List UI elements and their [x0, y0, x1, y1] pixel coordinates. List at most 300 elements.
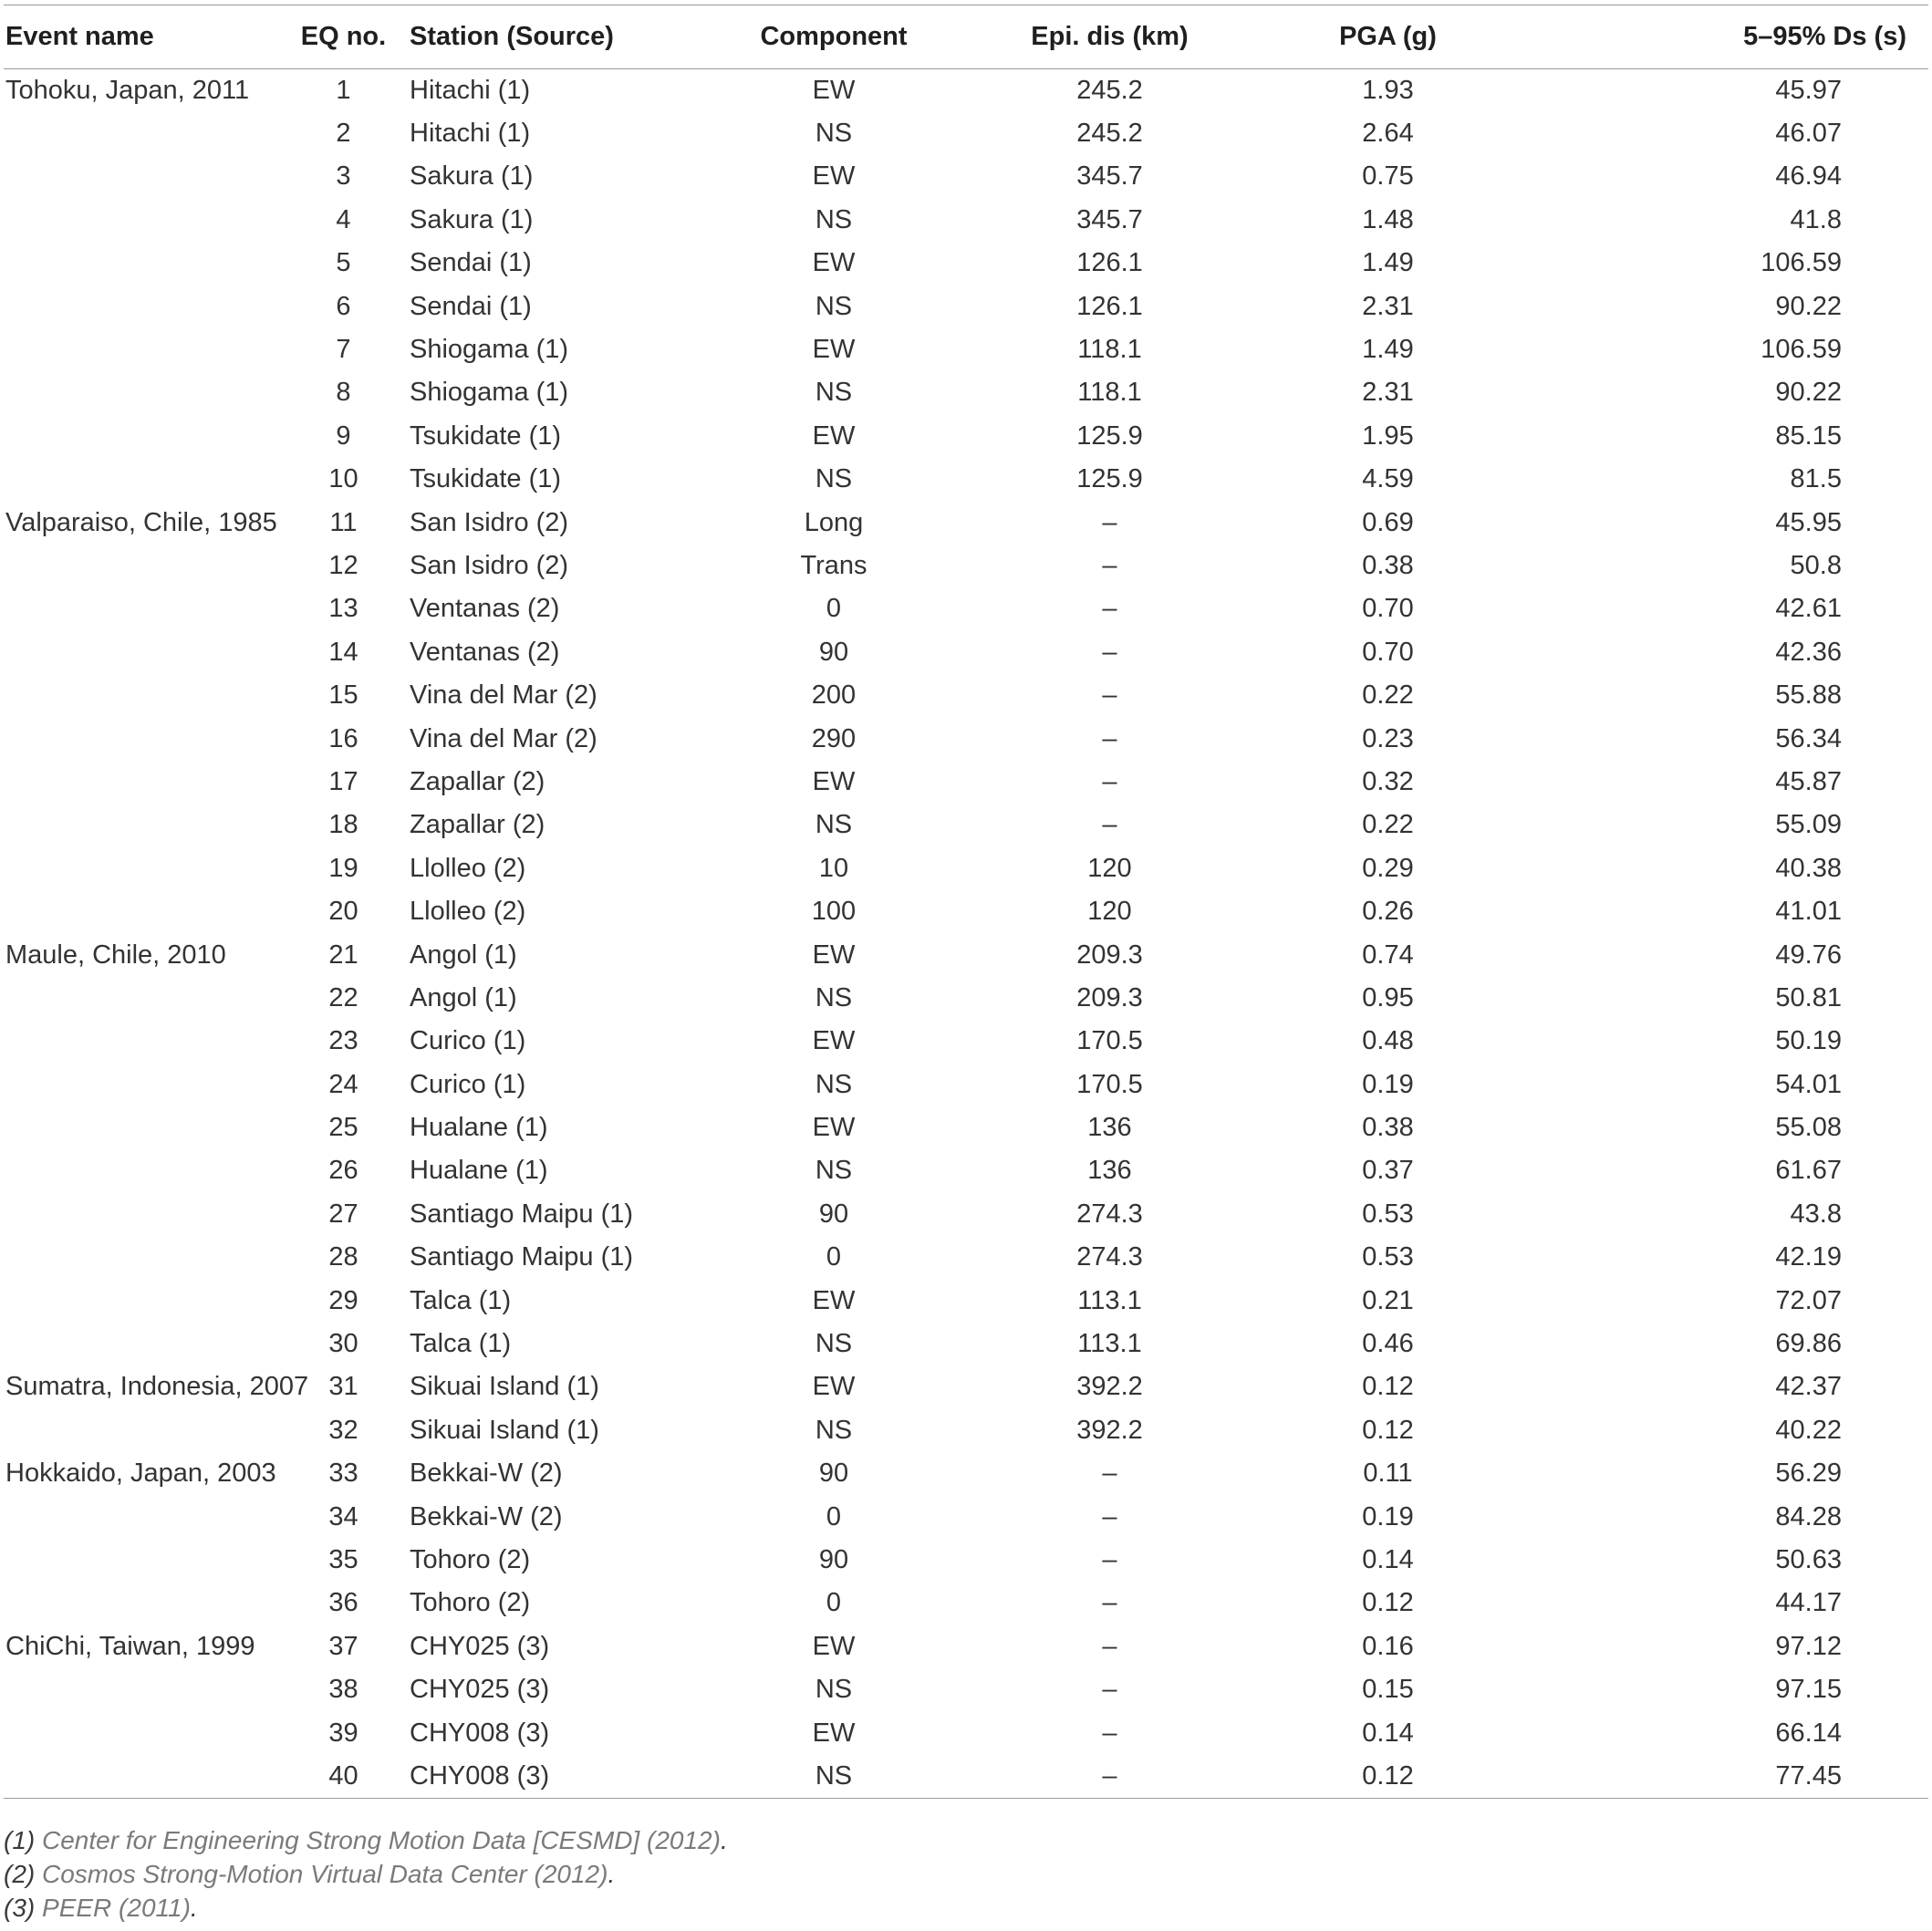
cell-component: NS — [815, 204, 853, 234]
cell-event-name — [4, 847, 277, 890]
cell-component: 90 — [818, 1199, 849, 1229]
cell-eq-no: 20 — [328, 897, 358, 927]
cell-ds: 42.37 — [1775, 1372, 1842, 1402]
cell-epi-dis: 170.5 — [1076, 1069, 1143, 1099]
cell-pga: 0.12 — [1362, 1588, 1414, 1618]
cell-pga: 0.12 — [1362, 1372, 1414, 1402]
table-row — [4, 285, 1928, 327]
header-pga: PGA (g) — [1258, 5, 1518, 69]
cell-epi-dis: 245.2 — [1076, 75, 1143, 105]
cell-ds: 81.5 — [1790, 464, 1842, 494]
cell-eq-no: 38 — [328, 1675, 358, 1705]
footnote-end: . — [608, 1860, 616, 1888]
table-row — [4, 674, 1928, 717]
cell-component: EW — [812, 420, 856, 451]
cell-station: CHY008 (3) — [410, 1755, 706, 1798]
table-row — [4, 1452, 1928, 1495]
cell-station: Shiogama (1) — [410, 378, 569, 408]
cell-component: 200 — [811, 680, 857, 711]
cell-component: EW — [812, 1631, 856, 1661]
cell-epi-dis: – — [1102, 1544, 1117, 1574]
cell-component: 90 — [818, 637, 849, 667]
cell-epi-dis: – — [1102, 766, 1117, 796]
cell-station: Vina del Mar (2) — [410, 723, 597, 753]
cell-component: EW — [812, 940, 856, 970]
cell-station: Curico (1) — [410, 1069, 526, 1099]
cell-eq-no: 14 — [328, 637, 358, 667]
cell-eq-no: 9 — [336, 420, 351, 451]
cell-event-name: Valparaiso, Chile, 1985 — [5, 507, 277, 537]
cell-event-name: Tohoku, Japan, 2011 — [5, 75, 250, 105]
cell-pga: 0.37 — [1362, 1156, 1414, 1186]
footnote-marker: (1) — [4, 1826, 36, 1854]
cell-ds: 49.76 — [1775, 940, 1842, 970]
cell-eq-no: 19 — [328, 853, 358, 883]
table-row — [4, 1106, 1928, 1149]
cell-station: Zapallar (2) — [410, 810, 545, 840]
table-row — [4, 1020, 1928, 1063]
cell-station: Sakura (1) — [410, 161, 534, 192]
table-row — [4, 501, 1928, 544]
cell-ds: 97.12 — [1775, 1631, 1842, 1661]
table-row — [4, 1193, 1928, 1236]
cell-ds: 56.29 — [1775, 1459, 1842, 1489]
cell-station: Sakura (1) — [410, 204, 534, 234]
table-row — [4, 155, 1928, 198]
cell-ds: 77.45 — [1518, 1755, 1928, 1798]
cell-epi-dis: 345.7 — [1076, 204, 1143, 234]
cell-component: Long — [804, 507, 864, 537]
cell-eq-no: 2 — [336, 119, 351, 149]
cell-ds: 46.94 — [1775, 161, 1842, 192]
cell-event-name — [4, 1711, 277, 1754]
footnotes — [4, 1823, 728, 1925]
cell-ds: 90.22 — [1775, 378, 1842, 408]
table-row — [4, 328, 1928, 371]
cell-event-name — [4, 717, 277, 760]
cell-eq-no: 37 — [328, 1631, 358, 1661]
cell-component: 0 — [826, 1242, 842, 1272]
cell-epi-dis: 118.1 — [1077, 378, 1142, 408]
cell-station: Sikuai Island (1) — [410, 1415, 599, 1445]
cell-epi-dis: 392.2 — [1076, 1415, 1143, 1445]
cell-pga: 0.53 — [1362, 1199, 1414, 1229]
cell-eq-no: 18 — [328, 810, 358, 840]
cell-ds: 61.67 — [1775, 1156, 1842, 1186]
cell-pga: 0.16 — [1362, 1631, 1414, 1661]
cell-epi-dis: 120 — [1087, 853, 1132, 883]
cell-ds: 42.61 — [1775, 594, 1842, 624]
cell-eq-no: 22 — [328, 982, 358, 1012]
cell-component: NS — [815, 291, 853, 321]
cell-eq-no: 27 — [328, 1199, 358, 1229]
cell-event-name — [4, 1063, 277, 1106]
footnote-line — [4, 1891, 728, 1925]
table-row — [4, 631, 1928, 674]
cell-pga: 0.95 — [1362, 982, 1414, 1012]
table-row — [4, 545, 1928, 587]
cell-pga: 1.95 — [1362, 420, 1414, 451]
table-row — [4, 933, 1928, 976]
cell-pga: 0.53 — [1362, 1242, 1414, 1272]
table-row — [4, 1149, 1928, 1192]
cell-station: CHY025 (3) — [410, 1675, 550, 1705]
cell-pga: 1.49 — [1362, 335, 1414, 365]
cell-event-name: Sumatra, Indonesia, 2007 — [5, 1372, 309, 1402]
cell-eq-no: 10 — [328, 464, 358, 494]
cell-epi-dis: 345.7 — [1076, 161, 1143, 192]
cell-pga: 0.23 — [1362, 723, 1414, 753]
cell-station: Llolleo (2) — [410, 897, 526, 927]
cell-eq-no: 34 — [328, 1501, 358, 1531]
cell-pga: 4.59 — [1362, 464, 1414, 494]
cell-station: Bekkai-W (2) — [410, 1459, 563, 1489]
cell-component: EW — [812, 1026, 856, 1056]
cell-ds: 106.59 — [1761, 248, 1842, 278]
cell-epi-dis: – — [1102, 594, 1117, 624]
cell-pga: 2.64 — [1362, 119, 1414, 149]
cell-component: NS — [815, 1415, 853, 1445]
cell-station: Sikuai Island (1) — [410, 1372, 599, 1402]
earthquake-records-table — [4, 5, 1928, 1799]
cell-pga: 0.46 — [1362, 1329, 1414, 1359]
cell-epi-dis: – — [1102, 550, 1117, 580]
cell-event-name — [4, 1539, 277, 1582]
cell-ds: 84.28 — [1775, 1501, 1842, 1531]
cell-event-name — [4, 1582, 277, 1625]
cell-component: 290 — [811, 723, 857, 753]
cell-event-name — [4, 285, 277, 327]
cell-component: NS — [706, 1755, 961, 1798]
cell-pga: 0.69 — [1362, 507, 1414, 537]
table-row — [4, 847, 1928, 890]
cell-epi-dis: 274.3 — [1076, 1199, 1143, 1229]
table-row — [4, 804, 1928, 846]
cell-ds: 46.07 — [1775, 119, 1842, 149]
cell-ds: 44.17 — [1775, 1588, 1842, 1618]
table-row — [4, 415, 1928, 458]
cell-event-name — [4, 1236, 277, 1279]
cell-eq-no: 6 — [336, 291, 351, 321]
cell-component: EW — [812, 1718, 856, 1748]
cell-component: EW — [812, 335, 856, 365]
cell-epi-dis: – — [1102, 1675, 1117, 1705]
cell-ds: 50.8 — [1790, 550, 1842, 580]
cell-station: Llolleo (2) — [410, 853, 526, 883]
cell-ds: 41.01 — [1775, 897, 1842, 927]
table-row — [4, 199, 1928, 242]
cell-eq-no: 5 — [336, 248, 351, 278]
cell-eq-no: 32 — [328, 1415, 358, 1445]
cell-component: NS — [815, 1329, 853, 1359]
cell-component: NS — [815, 1069, 853, 1099]
cell-ds: 55.08 — [1775, 1113, 1842, 1143]
cell-epi-dis: 136 — [1087, 1156, 1132, 1186]
cell-pga: 0.14 — [1362, 1718, 1414, 1748]
cell-pga: 0.29 — [1362, 853, 1414, 883]
cell-station: Talca (1) — [410, 1285, 512, 1315]
cell-event-name: Maule, Chile, 2010 — [5, 940, 226, 970]
cell-event-name — [4, 242, 277, 285]
cell-event-name — [4, 112, 277, 155]
cell-ds: 50.81 — [1775, 982, 1842, 1012]
table-row — [4, 1323, 1928, 1365]
cell-component: 90 — [818, 1459, 849, 1489]
cell-component: 0 — [826, 1588, 842, 1618]
cell-station: Hualane (1) — [410, 1156, 548, 1186]
cell-ds: 41.8 — [1790, 204, 1842, 234]
cell-pga: 0.26 — [1362, 897, 1414, 927]
cell-ds: 42.19 — [1775, 1242, 1842, 1272]
cell-eq-no: 40 — [277, 1755, 410, 1798]
cell-epi-dis: 136 — [1087, 1113, 1132, 1143]
cell-epi-dis: – — [1102, 1588, 1117, 1618]
footnote-reference-link[interactable]: PEER (2011) — [42, 1894, 191, 1922]
cell-event-name — [4, 890, 277, 933]
cell-station: Santiago Maipu (1) — [410, 1242, 634, 1272]
cell-ds: 45.97 — [1775, 75, 1842, 105]
cell-epi-dis: 113.1 — [1077, 1329, 1142, 1359]
cell-pga: 0.74 — [1362, 940, 1414, 970]
cell-station: Shiogama (1) — [410, 335, 569, 365]
cell-station: Talca (1) — [410, 1329, 512, 1359]
cell-epi-dis: – — [1102, 810, 1117, 840]
table-row — [4, 890, 1928, 933]
cell-station: San Isidro (2) — [410, 550, 569, 580]
table-row — [4, 761, 1928, 804]
footnote-line — [4, 1823, 728, 1857]
cell-eq-no: 21 — [328, 940, 358, 970]
cell-pga: 0.15 — [1362, 1675, 1414, 1705]
cell-pga: 0.70 — [1362, 637, 1414, 667]
cell-epi-dis: 126.1 — [1076, 248, 1143, 278]
cell-station: CHY008 (3) — [410, 1718, 550, 1748]
cell-pga: 0.21 — [1362, 1285, 1414, 1315]
table-row — [4, 69, 1928, 112]
cell-station: Zapallar (2) — [410, 766, 545, 796]
cell-event-name — [4, 1323, 277, 1365]
cell-event-name — [4, 587, 277, 630]
cell-ds: 72.07 — [1775, 1285, 1842, 1315]
cell-station: CHY025 (3) — [410, 1631, 550, 1661]
cell-station: Hitachi (1) — [410, 75, 531, 105]
cell-ds: 42.36 — [1775, 637, 1842, 667]
cell-component: NS — [815, 810, 853, 840]
cell-epi-dis: 245.2 — [1076, 119, 1143, 149]
footnote-marker: (2) — [4, 1860, 36, 1888]
table-row — [4, 977, 1928, 1020]
cell-ds: 40.22 — [1775, 1415, 1842, 1445]
cell-eq-no: 15 — [328, 680, 358, 711]
footnote-reference-link[interactable]: Cosmos Strong-Motion Virtual Data Center (2012) — [42, 1860, 608, 1888]
cell-station: Santiago Maipu (1) — [410, 1199, 634, 1229]
table-row — [4, 1625, 1928, 1668]
cell-component: EW — [812, 161, 856, 192]
cell-event-name — [4, 155, 277, 198]
cell-ds: 54.01 — [1775, 1069, 1842, 1099]
cell-station: Vina del Mar (2) — [410, 680, 597, 711]
cell-pga: 0.11 — [1363, 1459, 1413, 1489]
cell-event-name — [4, 674, 277, 717]
cell-epi-dis: – — [1102, 1718, 1117, 1748]
cell-event-name — [4, 199, 277, 242]
cell-pga: 0.75 — [1362, 161, 1414, 192]
cell-epi-dis: 209.3 — [1076, 940, 1143, 970]
cell-epi-dis: – — [961, 1755, 1258, 1798]
cell-epi-dis: – — [1102, 507, 1117, 537]
cell-station: Sendai (1) — [410, 291, 532, 321]
header-station: Station (Source) — [410, 5, 706, 69]
table-row — [4, 458, 1928, 501]
cell-epi-dis: 118.1 — [1077, 335, 1142, 365]
cell-event-name — [4, 458, 277, 501]
cell-component: 0 — [826, 594, 842, 624]
cell-station: San Isidro (2) — [410, 507, 569, 537]
cell-event-name — [4, 1149, 277, 1192]
cell-epi-dis: 274.3 — [1076, 1242, 1143, 1272]
cell-ds: 69.86 — [1775, 1329, 1842, 1359]
cell-pga: 0.12 — [1362, 1415, 1414, 1445]
cell-event-name — [4, 328, 277, 371]
cell-component: EW — [812, 1285, 856, 1315]
cell-component: 100 — [811, 897, 857, 927]
cell-eq-no: 26 — [328, 1156, 358, 1186]
table-row — [4, 1365, 1928, 1408]
cell-epi-dis: – — [1102, 1459, 1117, 1489]
cell-component: NS — [815, 464, 853, 494]
footnote-end: . — [190, 1894, 198, 1922]
footnote-line — [4, 1857, 728, 1891]
cell-component: 90 — [818, 1544, 849, 1574]
cell-station: Hitachi (1) — [410, 119, 531, 149]
cell-station: Angol (1) — [410, 940, 517, 970]
cell-component: NS — [815, 378, 853, 408]
cell-eq-no: 36 — [328, 1588, 358, 1618]
cell-pga: 0.19 — [1362, 1069, 1414, 1099]
cell-pga: 0.38 — [1362, 1113, 1414, 1143]
cell-pga: 1.49 — [1362, 248, 1414, 278]
table-row — [4, 1063, 1928, 1106]
cell-eq-no: 17 — [328, 766, 358, 796]
cell-component: NS — [815, 1156, 853, 1186]
cell-ds: 45.87 — [1775, 766, 1842, 796]
table-row — [4, 1755, 1928, 1798]
cell-component: 0 — [826, 1501, 842, 1531]
cell-component: EW — [812, 248, 856, 278]
cell-epi-dis: – — [1102, 1631, 1117, 1661]
cell-eq-no: 23 — [328, 1026, 358, 1056]
cell-component: EW — [812, 75, 856, 105]
cell-ds: 85.15 — [1775, 420, 1842, 451]
cell-epi-dis: 170.5 — [1076, 1026, 1143, 1056]
cell-eq-no: 39 — [328, 1718, 358, 1748]
cell-event-name — [4, 1409, 277, 1452]
table-row — [4, 112, 1928, 155]
table-row — [4, 587, 1928, 630]
table-row — [4, 1711, 1928, 1754]
table-row — [4, 1279, 1928, 1322]
cell-epi-dis: 392.2 — [1076, 1372, 1143, 1402]
cell-epi-dis: 113.1 — [1077, 1285, 1142, 1315]
cell-eq-no: 7 — [336, 335, 351, 365]
cell-station: Tohoro (2) — [410, 1588, 531, 1618]
cell-component: EW — [812, 1372, 856, 1402]
cell-epi-dis: – — [1102, 680, 1117, 711]
table-body — [4, 69, 1928, 1799]
cell-epi-dis: – — [1102, 723, 1117, 753]
cell-event-name — [4, 1668, 277, 1711]
cell-ds: 45.95 — [1775, 507, 1842, 537]
cell-station: Tsukidate (1) — [410, 420, 562, 451]
table-row — [4, 1668, 1928, 1711]
table-row — [4, 242, 1928, 285]
cell-component: 10 — [818, 853, 849, 883]
cell-station: Curico (1) — [410, 1026, 526, 1056]
cell-eq-no: 3 — [336, 161, 351, 192]
cell-epi-dis: – — [1102, 1501, 1117, 1531]
table-row — [4, 1236, 1928, 1279]
cell-pga: 0.14 — [1362, 1544, 1414, 1574]
cell-station: Tsukidate (1) — [410, 464, 562, 494]
cell-ds: 90.22 — [1775, 291, 1842, 321]
cell-pga: 2.31 — [1362, 378, 1414, 408]
cell-station: Tohoro (2) — [410, 1544, 531, 1574]
cell-event-name — [4, 631, 277, 674]
footnote-reference-link[interactable]: Center for Engineering Strong Motion Data [CESMD] (2012) — [42, 1826, 721, 1854]
cell-ds: 55.88 — [1775, 680, 1842, 711]
cell-epi-dis: 125.9 — [1076, 420, 1143, 451]
cell-event-name — [4, 1755, 277, 1798]
cell-ds: 106.59 — [1761, 335, 1842, 365]
cell-ds: 56.34 — [1775, 723, 1842, 753]
cell-event-name — [4, 1106, 277, 1149]
footnote-marker: (3) — [4, 1894, 36, 1922]
cell-station: Sendai (1) — [410, 248, 532, 278]
cell-pga: 0.38 — [1362, 550, 1414, 580]
table-row — [4, 717, 1928, 760]
cell-eq-no: 12 — [328, 550, 358, 580]
cell-pga: 0.48 — [1362, 1026, 1414, 1056]
cell-ds: 43.8 — [1790, 1199, 1842, 1229]
table-row — [4, 1495, 1928, 1538]
cell-eq-no: 28 — [328, 1242, 358, 1272]
header-component: Component — [706, 5, 961, 69]
cell-eq-no: 31 — [328, 1372, 358, 1402]
cell-component: EW — [812, 1113, 856, 1143]
cell-eq-no: 35 — [328, 1544, 358, 1574]
cell-station: Bekkai-W (2) — [410, 1501, 563, 1531]
cell-event-name — [4, 371, 277, 414]
cell-eq-no: 25 — [328, 1113, 358, 1143]
cell-ds: 66.14 — [1775, 1718, 1842, 1748]
cell-event-name — [4, 1279, 277, 1322]
cell-event-name — [4, 1193, 277, 1236]
cell-ds: 40.38 — [1775, 853, 1842, 883]
cell-component: EW — [812, 766, 856, 796]
cell-eq-no: 30 — [328, 1329, 358, 1359]
cell-eq-no: 13 — [328, 594, 358, 624]
cell-event-name: Hokkaido, Japan, 2003 — [5, 1459, 276, 1489]
cell-component: NS — [815, 982, 853, 1012]
table-row — [4, 1539, 1928, 1582]
cell-component: NS — [815, 1675, 853, 1705]
cell-pga: 1.48 — [1362, 204, 1414, 234]
cell-event-name — [4, 804, 277, 846]
cell-eq-no: 8 — [336, 378, 351, 408]
cell-component: Trans — [800, 550, 867, 580]
cell-ds: 55.09 — [1775, 810, 1842, 840]
cell-ds: 50.63 — [1775, 1544, 1842, 1574]
